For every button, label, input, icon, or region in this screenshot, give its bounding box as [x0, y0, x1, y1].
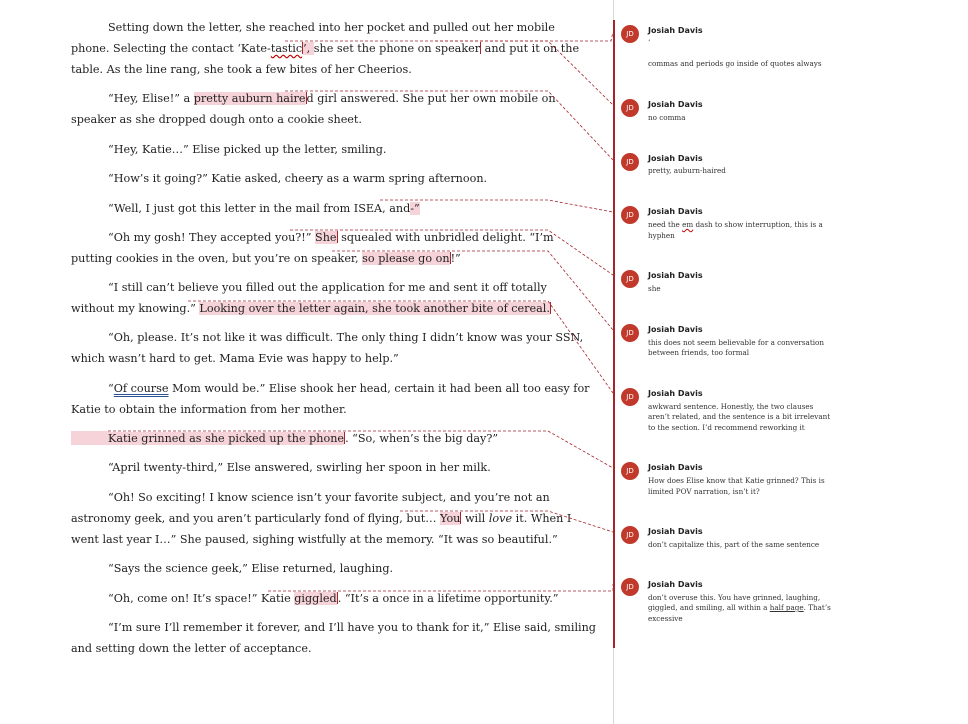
avatar: JD [621, 153, 639, 171]
leader-line [268, 584, 613, 591]
comment-author: Josiah Davis [648, 527, 703, 536]
comment-text: need the em dash to show interruption, this is a [648, 220, 823, 229]
comment-text: hyphen [648, 231, 675, 240]
leader-line [290, 230, 613, 275]
comment-text: don’t overuse this. You have grinned, laughing, [648, 593, 821, 602]
comment-text: pretty, auburn-haired [648, 166, 726, 175]
text-line[interactable]: “Of course Mom would be.” Elise shook her head, certain it had been all too easy for [108, 382, 590, 395]
text-line[interactable]: “April twenty-third,” Else answered, swirling her spoon in her milk. [108, 461, 491, 474]
text-line[interactable]: “Hey, Katie…” Elise picked up the letter, smiling. [108, 143, 387, 156]
comment-author: Josiah Davis [648, 26, 703, 35]
text-line[interactable]: “Oh! So exciting! I know science isn’t your favorite subject, and you’re not an [108, 491, 550, 504]
comment-author: Josiah Davis [648, 207, 703, 216]
text-line[interactable]: without my knowing.” Looking over the letter again, she took another bite of cereal. [71, 302, 550, 315]
comment-author: Josiah Davis [648, 325, 703, 334]
comment-author: Josiah Davis [648, 271, 703, 280]
text-line[interactable]: “Hey, Elise!” a pretty auburn haired girl answered. She put her own mobile on [108, 92, 556, 105]
leader-line [400, 511, 613, 532]
comment-author: Josiah Davis [648, 389, 703, 398]
text-line[interactable]: putting cookies in the oven, but you’re on speaker, so please go on!” [71, 252, 461, 265]
comment-author: Josiah Davis [648, 100, 703, 109]
text-line[interactable]: “Says the science geek,” Elise returned, laughing. [108, 562, 394, 575]
comment-text: giggled, and smiling, all within a half page. That’s [648, 603, 831, 612]
leader-line [285, 91, 613, 160]
text-line[interactable]: “Well, I just got this letter in the mail from ISEA, and-” [108, 202, 420, 215]
comment-text: she [648, 284, 661, 293]
avatar: JD [621, 388, 639, 406]
comment-text: this does not seem believable for a conversation [648, 338, 824, 347]
comment-author: Josiah Davis [648, 580, 703, 589]
leader-line [285, 32, 613, 41]
text-line[interactable]: Setting down the letter, she reached into her pocket and pulled out her mobile [108, 21, 555, 34]
comment-text: no comma [648, 113, 686, 122]
text-line[interactable]: “I’m sure I’ll remember it forever, and I’ll have you to thank for it,” Elise said, smiling [108, 621, 596, 634]
text-line[interactable]: “Oh, come on! It’s space!” Katie giggled. “It’s a once in a lifetime opportunity.” [108, 592, 559, 605]
leader-line [108, 431, 613, 468]
avatar: JD [621, 270, 639, 288]
text-line[interactable]: and setting down the letter of acceptance. [71, 642, 312, 655]
avatar: JD [621, 578, 639, 596]
avatar: JD [621, 206, 639, 224]
avatar: JD [621, 526, 639, 544]
comment-text: don’t capitalize this, part of the same sentence [648, 540, 820, 549]
leader-line [188, 301, 613, 393]
text-line[interactable]: table. As the line rang, she took a few bites of her Cheerios. [71, 63, 412, 76]
text-line[interactable]: which wasn’t hard to get. Mama Evie was happy to help.” [71, 352, 399, 365]
text-line[interactable]: speaker as she dropped dough onto a cookie sheet. [71, 113, 362, 126]
text-line[interactable]: phone. Selecting the contact ‘Kate-tastic’, she set the phone on speaker and put it on the [71, 42, 580, 55]
comment-text: ’ [648, 38, 651, 47]
avatar: JD [621, 25, 639, 43]
text-line[interactable]: “How’s it going?” Katie asked, cheery as a warm spring afternoon. [108, 172, 488, 185]
leader-line [332, 251, 613, 330]
leader-line [380, 200, 613, 212]
comment-text: How does Elise know that Katie grinned? This is [648, 476, 825, 485]
comment-text: aren’t related, and the sentence is a bit irrelevant [648, 412, 831, 421]
comment-text: limited POV narration, isn’t it? [648, 487, 760, 496]
avatar: JD [621, 324, 639, 342]
avatar: JD [621, 99, 639, 117]
comment-author: Josiah Davis [648, 463, 703, 472]
text-line[interactable]: “I still can’t believe you filled out the application for me and sent it off totally [108, 281, 547, 294]
text-line[interactable]: “Oh my gosh! They accepted you?!” She squealed with unbridled delight. “I’m [108, 231, 554, 244]
text-line[interactable]: astronomy geek, and you aren’t particularly fond of flying, but… You will love it. When I [71, 512, 572, 525]
avatar: JD [621, 462, 639, 480]
text-line[interactable]: Katie to obtain the information from her mother. [71, 403, 347, 416]
comment-text: between friends, too formal [648, 348, 750, 357]
comment-text: excessive [648, 614, 683, 623]
text-line[interactable]: “Oh, please. It’s not like it was difficult. The only thing I didn’t know was your SSN, [108, 331, 584, 344]
text-line[interactable]: Katie grinned as she picked up the phone. “So, when’s the big day?” [108, 432, 499, 445]
text-line[interactable]: went last year I…” She paused, sighing wistfully at the memory. “It was so beautiful.” [71, 533, 558, 546]
comment-text: awkward sentence. Honestly, the two clauses [648, 402, 814, 411]
leader-line [435, 41, 613, 105]
comment-text: to the section. I’d recommend reworking it [648, 423, 805, 432]
comment-author: Josiah Davis [648, 154, 703, 163]
comment-text: commas and periods go inside of quotes always [648, 59, 822, 68]
